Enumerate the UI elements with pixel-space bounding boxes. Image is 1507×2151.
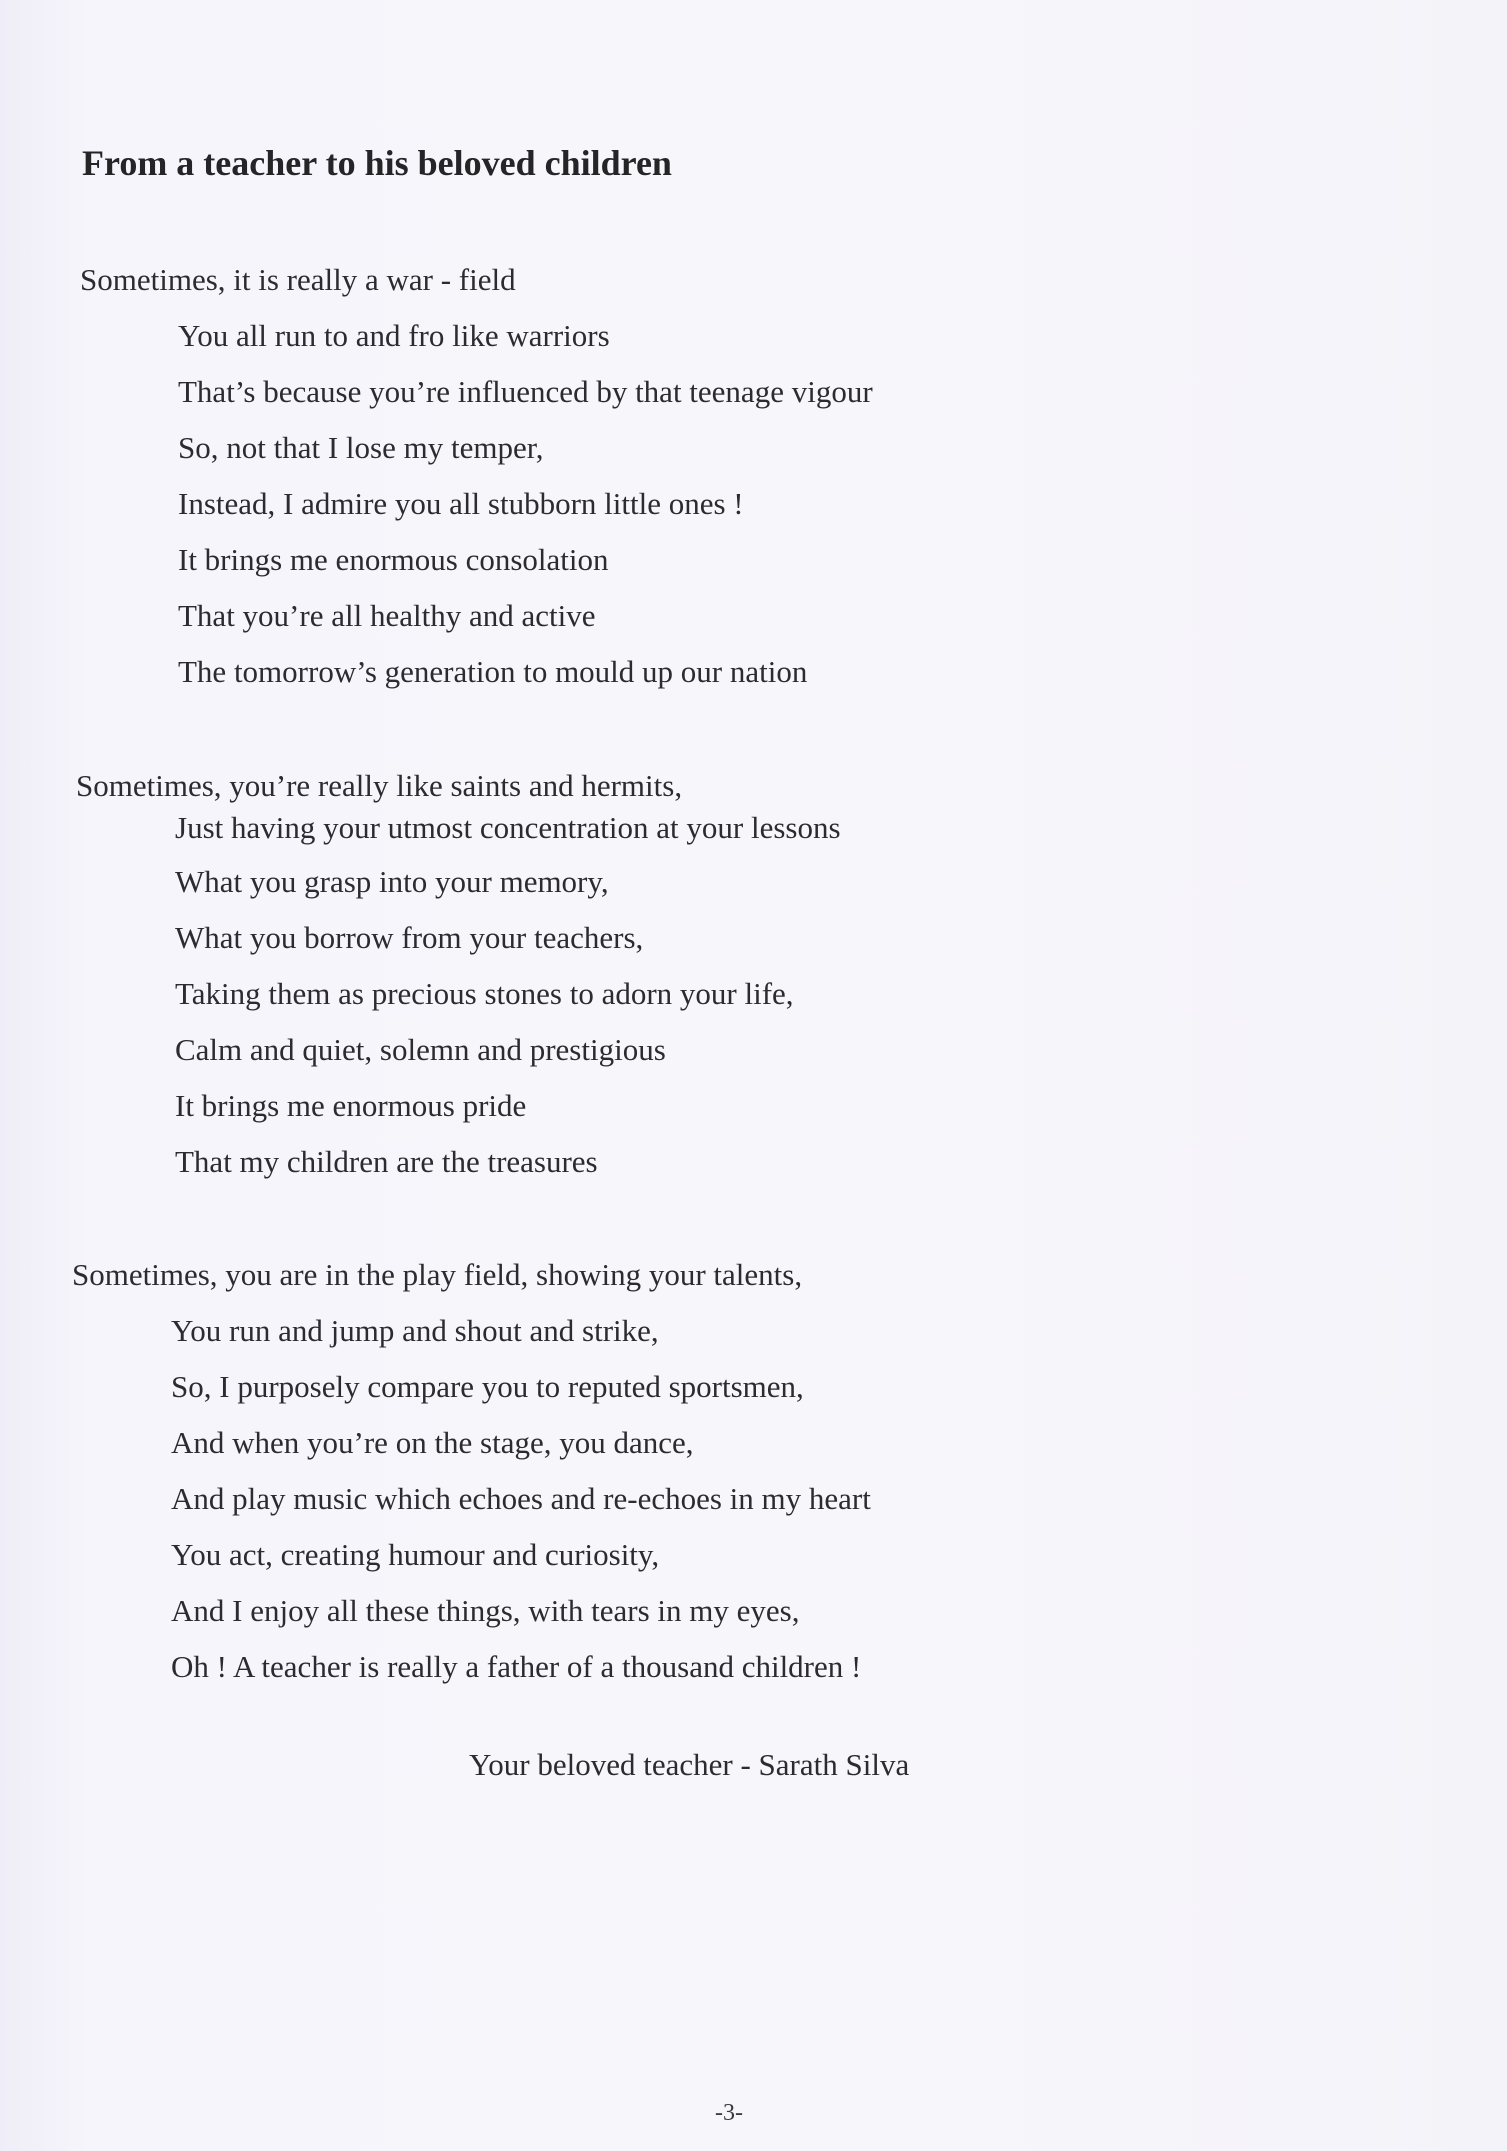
stanza-1-line-1: Sometimes, it is really a war - field xyxy=(80,262,516,297)
stanza-3-line-2: You run and jump and shout and strike, xyxy=(171,1313,659,1348)
stanza-3-line-5: And play music which echoes and re-echoes in my heart xyxy=(171,1481,871,1516)
stanza-3-line-3: So, I purposely compare you to reputed sportsmen, xyxy=(171,1369,804,1404)
stanza-1-line-8: The tomorrow’s generation to mould up our nation xyxy=(178,654,808,689)
stanza-1-line-6: It brings me enormous consolation xyxy=(178,542,609,577)
stanza-1-line-5: Instead, I admire you all stubborn little ones ! xyxy=(178,486,744,521)
stanza-1-line-7: That you’re all healthy and active xyxy=(178,598,596,633)
page-number: -3- xyxy=(715,2100,743,2126)
stanza-3-line-7: And I enjoy all these things, with tears in my eyes, xyxy=(171,1593,800,1628)
stanza-2-line-5: Taking them as precious stones to adorn your life, xyxy=(175,976,794,1011)
stanza-2-line-1: Sometimes, you’re really like saints and hermits, xyxy=(76,768,683,803)
poem-title: From a teacher to his beloved children xyxy=(82,143,672,183)
stanza-2-line-3: What you grasp into your memory, xyxy=(175,864,609,899)
stanza-2-line-4: What you borrow from your teachers, xyxy=(175,920,644,955)
stanza-1-line-4: So, not that I lose my temper, xyxy=(178,430,544,465)
stanza-3-line-4: And when you’re on the stage, you dance, xyxy=(171,1425,694,1460)
stanza-3-line-6: You act, creating humour and curiosity, xyxy=(171,1537,660,1572)
stanza-2-line-7: It brings me enormous pride xyxy=(175,1088,527,1123)
stanza-1-line-3: That’s because you’re influenced by that teenage vigour xyxy=(178,374,873,409)
poem-signature: Your beloved teacher - Sarath Silva xyxy=(469,1747,910,1782)
stanza-2-line-6: Calm and quiet, solemn and prestigious xyxy=(175,1032,666,1067)
stanza-2-line-8: That my children are the treasures xyxy=(175,1144,598,1179)
stanza-1-line-2: You all run to and fro like warriors xyxy=(178,318,610,353)
stanza-3-line-8: Oh ! A teacher is really a father of a thousand children ! xyxy=(171,1649,862,1684)
stanza-3-line-1: Sometimes, you are in the play field, showing your talents, xyxy=(72,1257,803,1292)
stanza-2-line-2: Just having your utmost concentration at your lessons xyxy=(175,810,841,845)
